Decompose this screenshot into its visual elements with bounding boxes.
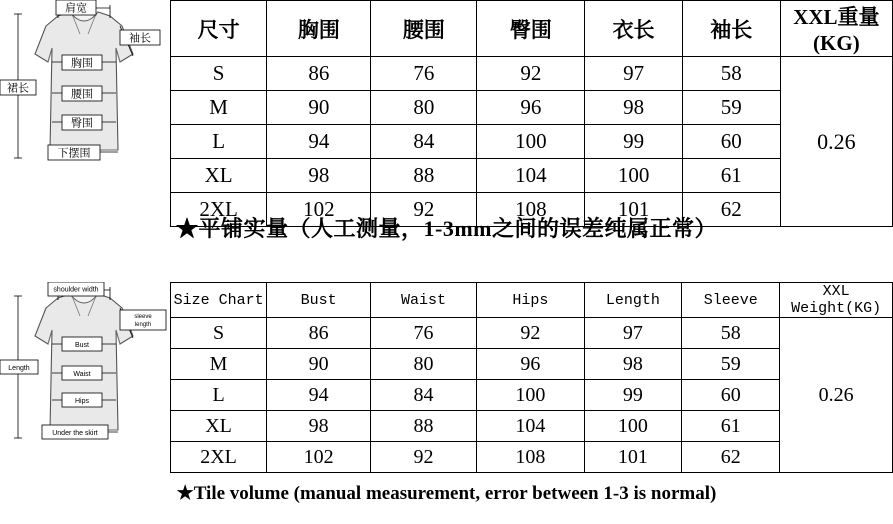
cell-hips: 92 xyxy=(477,57,585,91)
table-header-row xyxy=(171,283,893,318)
cell-bust: 90 xyxy=(267,349,371,380)
svg-text:sleeve: sleeve xyxy=(134,314,152,320)
cell-sleeve: 62 xyxy=(682,193,780,227)
cell-length: 100 xyxy=(585,159,682,193)
cell-waist: 76 xyxy=(371,318,477,349)
header-length: Length xyxy=(584,283,681,318)
label-hem xyxy=(42,425,108,439)
cell-length: 99 xyxy=(585,125,682,159)
english-size-section xyxy=(0,282,893,524)
cell-size: L xyxy=(171,125,267,159)
cell-hips: 108 xyxy=(476,442,584,473)
cell-size: 2XL xyxy=(171,193,267,227)
label-hips xyxy=(62,393,102,407)
size-table-english xyxy=(170,282,893,473)
svg-text:Under the skirt: Under the skirt xyxy=(52,430,98,437)
cell-bust: 90 xyxy=(267,91,371,125)
cell-waist: 88 xyxy=(371,159,477,193)
cell-sleeve: 61 xyxy=(682,159,780,193)
cell-size: S xyxy=(171,318,267,349)
cell-sleeve: 60 xyxy=(682,125,780,159)
note-chinese: ★平铺实量（人工测量，1-3mm之间的误差纯属正常） xyxy=(176,216,717,241)
cell-length: 101 xyxy=(585,193,682,227)
svg-text:胸围: 胸围 xyxy=(71,57,93,70)
cell-sleeve: 60 xyxy=(682,380,780,411)
garment-diagram-chinese xyxy=(0,0,168,200)
label-shoulder xyxy=(48,282,104,296)
cell-size: S xyxy=(171,57,267,91)
cell-sleeve: 59 xyxy=(682,349,780,380)
cell-waist: 92 xyxy=(371,193,477,227)
cell-waist: 80 xyxy=(371,349,477,380)
cell-length: 97 xyxy=(585,57,682,91)
svg-text:length: length xyxy=(134,322,152,328)
label-length xyxy=(0,80,36,95)
svg-text:肩宽: 肩宽 xyxy=(65,2,87,15)
cell-size: M xyxy=(171,349,267,380)
cell-size: XL xyxy=(171,159,267,193)
note-english: ★Tile volume (manual measurement, error between 1-3 is normal) xyxy=(176,483,717,504)
cell-length: 100 xyxy=(584,411,681,442)
label-shoulder xyxy=(56,0,96,15)
svg-text:腰围: 腰围 xyxy=(71,88,93,101)
cell-waist: 76 xyxy=(371,57,477,91)
cell-sleeve: 61 xyxy=(682,411,780,442)
svg-text:下摆围: 下摆围 xyxy=(57,147,91,160)
cell-waist: 88 xyxy=(371,411,477,442)
size-table-chinese-wrap xyxy=(170,0,893,227)
cell-waist: 84 xyxy=(371,125,477,159)
cell-bust: 98 xyxy=(267,159,371,193)
cell-sleeve: 58 xyxy=(682,318,780,349)
cell-hips: 104 xyxy=(476,411,584,442)
header-size: Size Chart xyxy=(171,283,267,318)
header-waist: 腰围 xyxy=(371,1,477,57)
cell-hips: 104 xyxy=(477,159,585,193)
cell-weight: 0.26 xyxy=(780,318,893,473)
cell-length: 101 xyxy=(584,442,681,473)
cell-length: 98 xyxy=(585,91,682,125)
header-hips: Hips xyxy=(476,283,584,318)
cell-hips: 100 xyxy=(477,125,585,159)
cell-size: M xyxy=(171,91,267,125)
svg-text:臀围: 臀围 xyxy=(71,117,93,130)
cell-sleeve: 59 xyxy=(682,91,780,125)
label-hem xyxy=(48,145,100,160)
cell-bust: 98 xyxy=(267,411,371,442)
label-waist xyxy=(62,86,102,101)
svg-text:Hips: Hips xyxy=(74,398,90,405)
svg-text:Bust: Bust xyxy=(74,342,90,349)
svg-text:裙长: 裙长 xyxy=(7,82,29,95)
cell-sleeve: 58 xyxy=(682,57,780,91)
header-size: 尺寸 xyxy=(171,1,267,57)
cell-sleeve: 62 xyxy=(682,442,780,473)
header-bust: Bust xyxy=(267,283,371,318)
cell-bust: 86 xyxy=(267,57,371,91)
cell-size: L xyxy=(171,380,267,411)
label-sleeve xyxy=(120,30,160,45)
svg-text:shoulder width: shoulder width xyxy=(53,286,99,294)
size-table-english-wrap xyxy=(170,282,893,473)
cell-waist: 92 xyxy=(371,442,477,473)
cell-length: 98 xyxy=(584,349,681,380)
table-row xyxy=(171,57,893,91)
header-hips: 臀围 xyxy=(477,1,585,57)
chinese-size-section xyxy=(0,0,893,258)
cell-waist: 80 xyxy=(371,91,477,125)
cell-bust: 86 xyxy=(267,318,371,349)
label-length xyxy=(0,360,38,374)
cell-size: XL xyxy=(171,411,267,442)
table-row xyxy=(171,318,893,349)
header-waist: Waist xyxy=(371,283,477,318)
svg-text:Length: Length xyxy=(8,365,30,372)
header-weight: XXL重量(KG) xyxy=(780,1,892,57)
cell-waist: 84 xyxy=(371,380,477,411)
header-length: 衣长 xyxy=(585,1,682,57)
header-bust: 胸围 xyxy=(267,1,371,57)
cell-bust: 102 xyxy=(267,193,371,227)
cell-hips: 108 xyxy=(477,193,585,227)
cell-hips: 96 xyxy=(476,349,584,380)
cell-bust: 94 xyxy=(267,125,371,159)
size-table-chinese xyxy=(170,0,893,227)
label-bust xyxy=(62,55,102,70)
svg-text:袖长: 袖长 xyxy=(129,32,151,45)
label-waist xyxy=(62,366,102,380)
cell-weight: 0.26 xyxy=(780,57,892,227)
header-sleeve: 袖长 xyxy=(682,1,780,57)
dress-shape xyxy=(35,294,133,430)
label-hips xyxy=(62,115,102,130)
svg-text:Waist: Waist xyxy=(73,371,91,378)
cell-hips: 96 xyxy=(477,91,585,125)
label-sleeve xyxy=(120,310,166,330)
garment-diagram-english xyxy=(0,282,168,482)
label-bust xyxy=(62,337,102,351)
cell-length: 99 xyxy=(584,380,681,411)
cell-bust: 94 xyxy=(267,380,371,411)
cell-hips: 92 xyxy=(476,318,584,349)
cell-length: 97 xyxy=(584,318,681,349)
cell-hips: 100 xyxy=(476,380,584,411)
header-sleeve: Sleeve xyxy=(682,283,780,318)
cell-size: 2XL xyxy=(171,442,267,473)
table-header-row xyxy=(171,1,893,57)
header-weight: XXL Weight(KG) xyxy=(780,283,893,318)
cell-bust: 102 xyxy=(267,442,371,473)
